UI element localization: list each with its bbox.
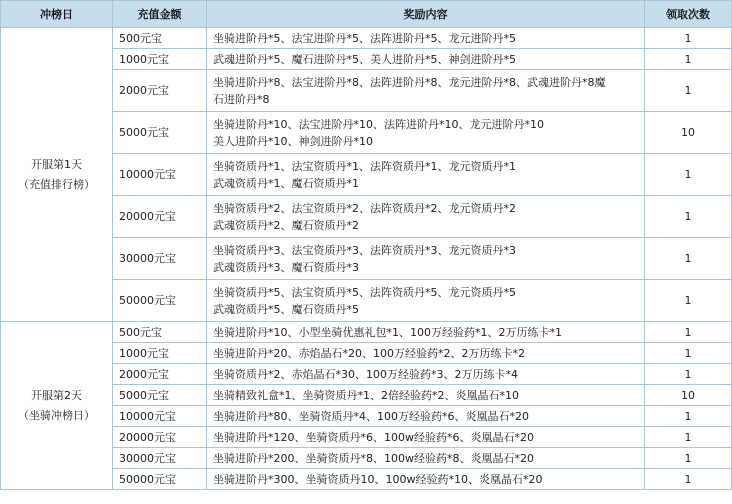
amount-cell: 1000元宝 bbox=[113, 343, 207, 364]
header-count: 领取次数 bbox=[645, 1, 732, 28]
header-amount: 充值金额 bbox=[113, 1, 207, 28]
amount-cell: 10000元宝 bbox=[113, 406, 207, 427]
reward-line: 坐骑进阶丹*10、法宝进阶丹*10、法阵进阶丹*10、龙元进阶丹*10 bbox=[213, 117, 544, 131]
amount-cell: 2000元宝 bbox=[113, 364, 207, 385]
amount-cell: 30000元宝 bbox=[113, 238, 207, 280]
count-cell: 1 bbox=[645, 343, 732, 364]
count-cell: 1 bbox=[645, 448, 732, 469]
day-label: 开服第2天 bbox=[31, 388, 82, 402]
reward-cell bbox=[207, 238, 645, 280]
amount-cell: 5000元宝 bbox=[113, 385, 207, 406]
amount-cell: 1000元宝 bbox=[113, 49, 207, 70]
reward-cell bbox=[207, 448, 645, 469]
reward-cell bbox=[207, 112, 645, 154]
amount-cell: 50000元宝 bbox=[113, 469, 207, 490]
count-cell: 1 bbox=[645, 322, 732, 343]
day-cell bbox=[1, 322, 113, 490]
reward-cell bbox=[207, 343, 645, 364]
reward-cell bbox=[207, 469, 645, 490]
header-reward: 奖励内容 bbox=[207, 1, 645, 28]
count-cell: 10 bbox=[645, 385, 732, 406]
header-row bbox=[1, 1, 732, 28]
reward-cell bbox=[207, 385, 645, 406]
amount-cell: 20000元宝 bbox=[113, 196, 207, 238]
count-cell: 1 bbox=[645, 196, 732, 238]
reward-cell bbox=[207, 154, 645, 196]
amount-cell: 50000元宝 bbox=[113, 280, 207, 322]
count-cell: 1 bbox=[645, 280, 732, 322]
count-cell: 1 bbox=[645, 406, 732, 427]
reward-cell bbox=[207, 49, 645, 70]
count-cell: 10 bbox=[645, 112, 732, 154]
amount-cell: 5000元宝 bbox=[113, 112, 207, 154]
day-cell bbox=[1, 28, 113, 322]
day-label: （充值排行榜） bbox=[18, 177, 95, 191]
table-row bbox=[1, 28, 732, 49]
reward-cell bbox=[207, 28, 645, 49]
reward-cell bbox=[207, 427, 645, 448]
amount-cell: 500元宝 bbox=[113, 28, 207, 49]
reward-line: 武魂资质丹*3、魔石资质丹*3 bbox=[213, 260, 359, 274]
count-cell: 1 bbox=[645, 49, 732, 70]
table-row bbox=[1, 322, 732, 343]
reward-line: 坐骑进阶丹*8、法宝进阶丹*8、法阵进阶丹*8、龙元进阶丹*8、武魂进阶丹*8魔 bbox=[213, 75, 606, 89]
reward-line: 武魂资质丹*1、魔石资质丹*1 bbox=[213, 176, 359, 190]
header-day: 冲榜日 bbox=[1, 1, 113, 28]
reward-line: 坐骑精致礼盒*1、坐骑资质丹*1、2倍经验药*2、炎凰晶石*10 bbox=[213, 388, 519, 402]
reward-cell bbox=[207, 364, 645, 385]
reward-line: 坐骑进阶丹*120、坐骑资质丹*6、100w经验药*6、炎凰晶石*20 bbox=[213, 430, 534, 444]
reward-line: 坐骑资质丹*2、赤焰晶石*30、100万经验药*3、2万历练卡*4 bbox=[213, 367, 518, 381]
reward-line: 坐骑资质丹*2、法宝资质丹*2、法阵资质丹*2、龙元资质丹*2 bbox=[213, 201, 516, 215]
count-cell: 1 bbox=[645, 70, 732, 112]
day-label: 开服第1天 bbox=[31, 157, 82, 171]
count-cell: 1 bbox=[645, 364, 732, 385]
reward-cell bbox=[207, 280, 645, 322]
reward-line: 坐骑进阶丹*200、坐骑资质丹*8、100w经验药*8、炎凰晶石*20 bbox=[213, 451, 534, 465]
amount-cell: 30000元宝 bbox=[113, 448, 207, 469]
reward-line: 石进阶丹*8 bbox=[213, 92, 270, 106]
amount-cell: 500元宝 bbox=[113, 322, 207, 343]
amount-cell: 20000元宝 bbox=[113, 427, 207, 448]
reward-line: 坐骑资质丹*5、法宝资质丹*5、法阵资质丹*5、龙元资质丹*5 bbox=[213, 285, 516, 299]
count-cell: 1 bbox=[645, 28, 732, 49]
count-cell: 1 bbox=[645, 469, 732, 490]
reward-cell bbox=[207, 322, 645, 343]
reward-line: 武魂进阶丹*5、魔石进阶丹*5、美人进阶丹*5、神剑进阶丹*5 bbox=[213, 52, 516, 66]
reward-line: 坐骑进阶丹*80、坐骑资质丹*4、100万经验药*6、炎凰晶石*20 bbox=[213, 409, 529, 423]
reward-cell bbox=[207, 196, 645, 238]
count-cell: 1 bbox=[645, 154, 732, 196]
reward-cell bbox=[207, 70, 645, 112]
reward-line: 坐骑进阶丹*5、法宝进阶丹*5、法阵进阶丹*5、龙元进阶丹*5 bbox=[213, 31, 516, 45]
count-cell: 1 bbox=[645, 427, 732, 448]
table-body bbox=[1, 28, 732, 490]
count-cell: 1 bbox=[645, 238, 732, 280]
reward-line: 坐骑资质丹*1、法宝资质丹*1、法阵资质丹*1、龙元资质丹*1 bbox=[213, 159, 516, 173]
reward-line: 美人进阶丹*10、神剑进阶丹*10 bbox=[213, 134, 373, 148]
reward-line: 坐骑资质丹*3、法宝资质丹*3、法阵资质丹*3、龙元资质丹*3 bbox=[213, 243, 516, 257]
amount-cell: 10000元宝 bbox=[113, 154, 207, 196]
reward-cell bbox=[207, 406, 645, 427]
reward-line: 武魂资质丹*5、魔石资质丹*5 bbox=[213, 302, 359, 316]
amount-cell: 2000元宝 bbox=[113, 70, 207, 112]
reward-line: 武魂资质丹*2、魔石资质丹*2 bbox=[213, 218, 359, 232]
reward-line: 坐骑进阶丹*300、坐骑资质丹10、100w经验药*10、炎凰晶石*20 bbox=[213, 472, 543, 486]
day-label: （坐骑冲榜日） bbox=[18, 408, 95, 422]
reward-line: 坐骑进阶丹*10、小型坐骑优惠礼包*1、100万经验药*1、2万历练卡*1 bbox=[213, 325, 562, 339]
reward-line: 坐骑进阶丹*20、赤焰晶石*20、100万经验药*2、2万历练卡*2 bbox=[213, 346, 525, 360]
